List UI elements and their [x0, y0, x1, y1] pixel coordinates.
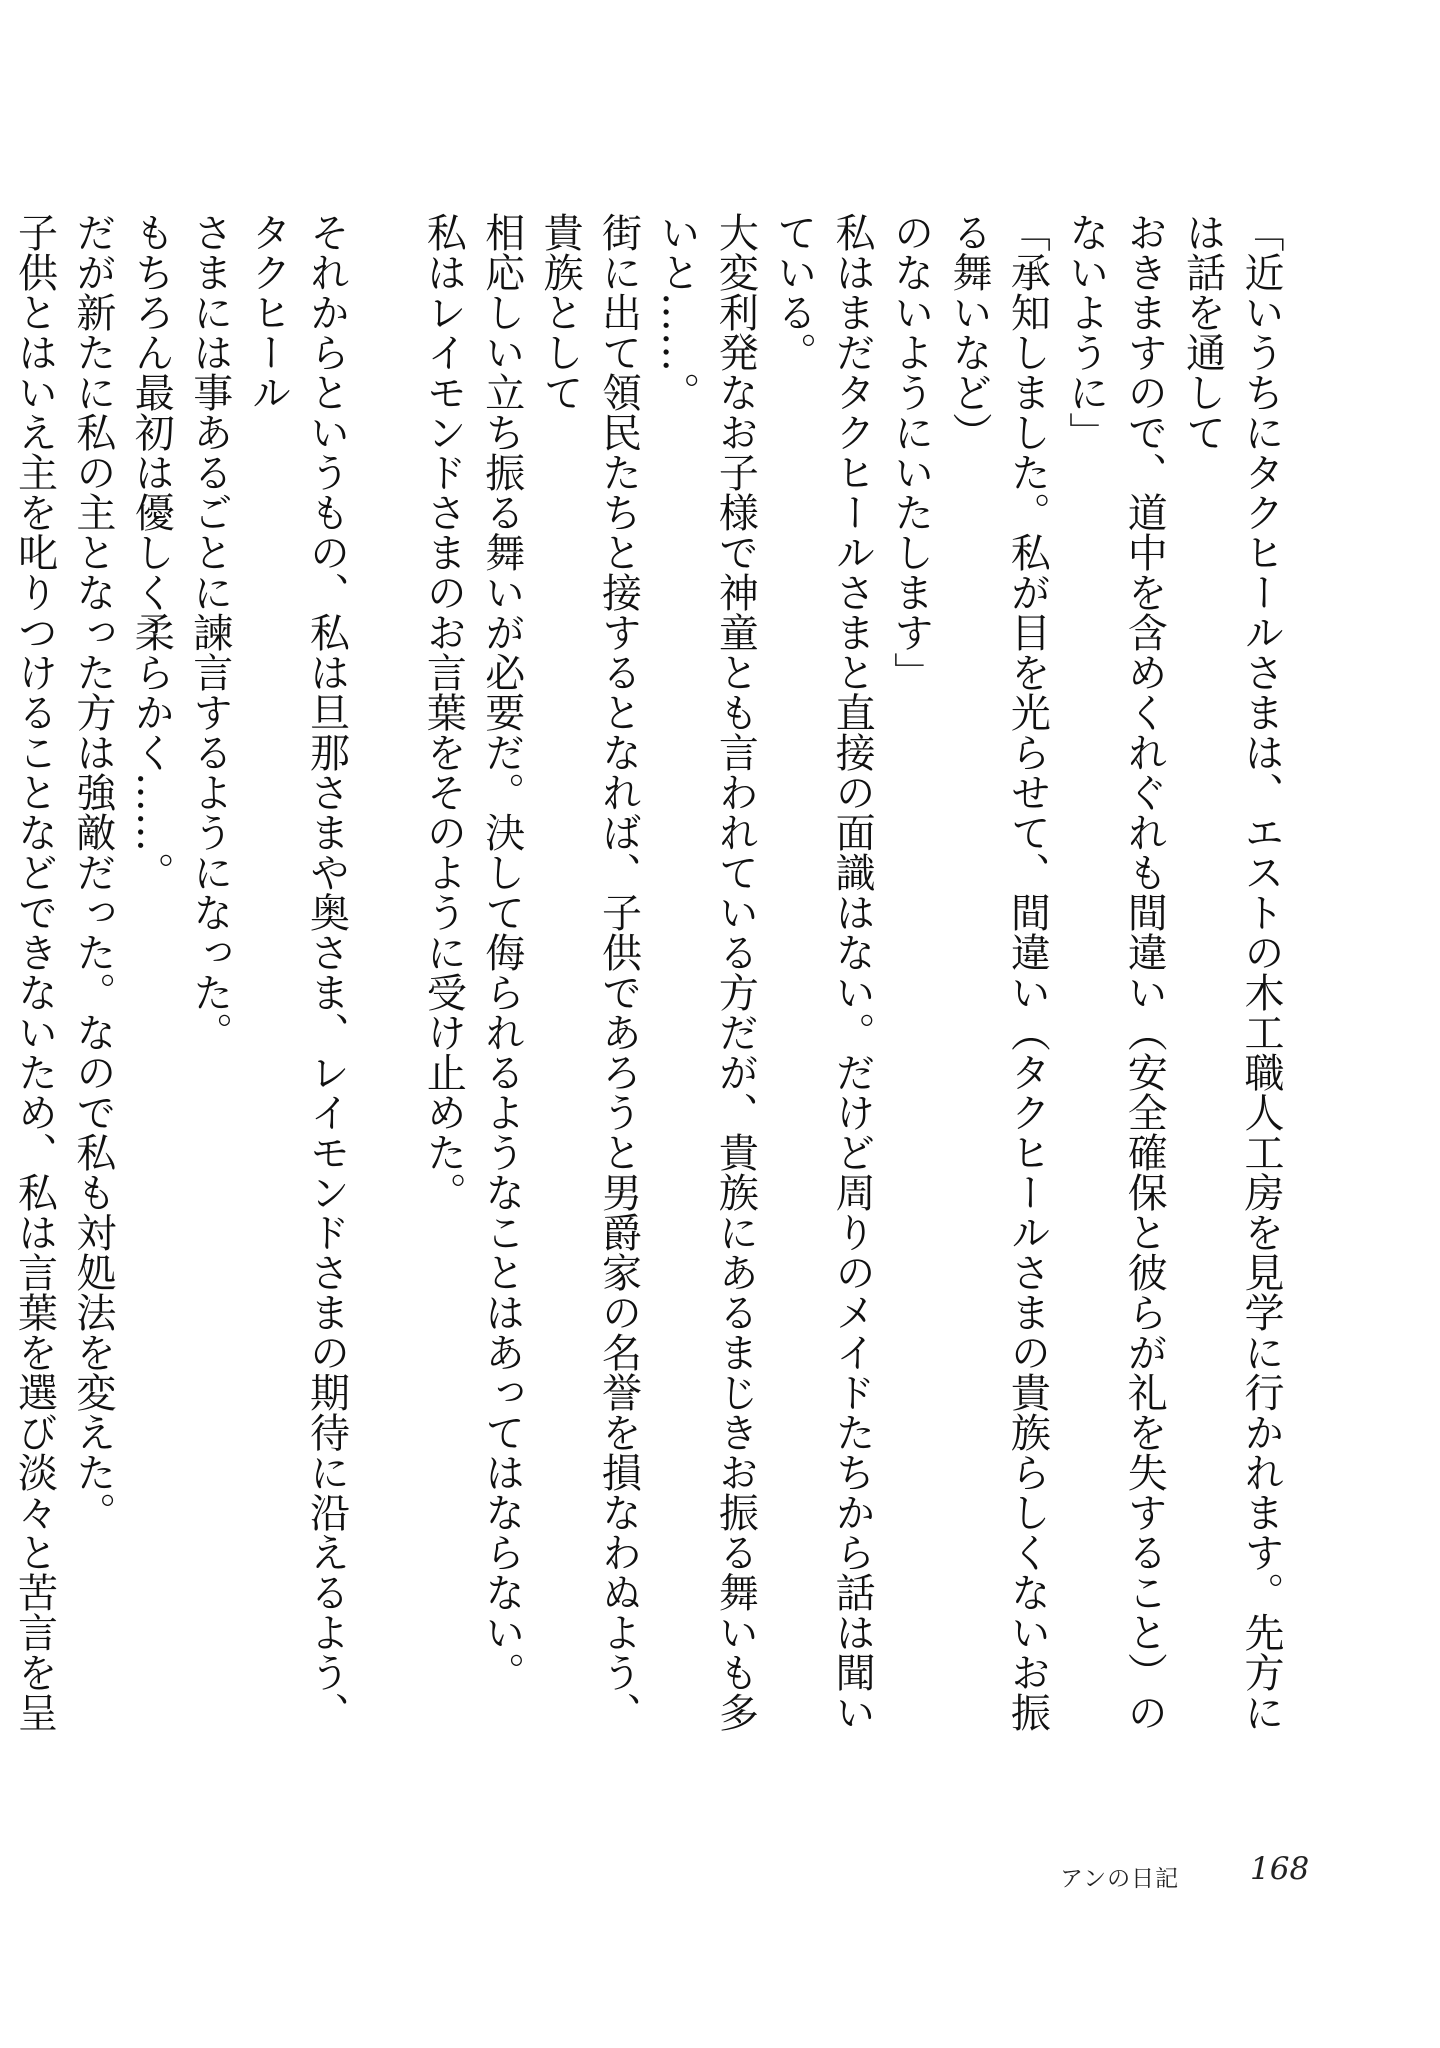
text-line: もちろん最初は優しく柔らかく……。	[128, 212, 175, 892]
text-line: 子供とはいえ主を叱りつけることなどできないため、私は言葉を選び淡々と苦言を呈	[11, 212, 58, 1732]
text-line: のないようにいたします」	[887, 212, 934, 692]
text-line: 街に出て領民たちと接するとなれば、子供であろうと男爵家の名誉を損なわぬよう、貴族として	[537, 212, 642, 1732]
vertical-text-body	[0, 212, 1290, 1752]
text-line: 私はレイモンドさまのお言葉をそのように受け止めた。	[420, 212, 467, 1212]
text-line: 大変利発なお子様で神童とも言われている方だが、貴族にあるまじきお振る舞いも多いと……。	[653, 212, 759, 1732]
text-line: 相応しい立ち振る舞いが必要だ。決して侮られるようなことはあってはならない。	[478, 212, 525, 1692]
running-footer-title: アンの日記	[1060, 1866, 1180, 1892]
page-number: 168	[1250, 1851, 1310, 1887]
text-line: 「近いうちにタクヒールさまは、エストの木工職人工房を見学に行かれます。先方には話を通して	[1179, 212, 1284, 1732]
text-line: だが新たに私の主となった方は強敵だった。なので私も対処法を変えた。	[69, 212, 116, 1532]
text-line: 私はまだタクヒールさまと直接の面識はない。だけど周りのメイドたちから話は聞いている。	[770, 212, 876, 1732]
text-line: おきますので、道中を含めくれぐれも間違い（安全確保と彼らが礼を失すること）のないように」	[1062, 212, 1168, 1732]
text-line: それからというもの、私は旦那さまや奥さま、レイモンドさまの期待に沿えるよう、タクヒール	[245, 212, 350, 1732]
section-break	[356, 212, 414, 1752]
text-line: 「承知しました。私が目を光らせて、間違い（タクヒールさまの貴族らしくないお振る舞いなど）	[945, 212, 1051, 1732]
text-line: さまには事あるごとに諫言するようになった。	[186, 212, 233, 1052]
